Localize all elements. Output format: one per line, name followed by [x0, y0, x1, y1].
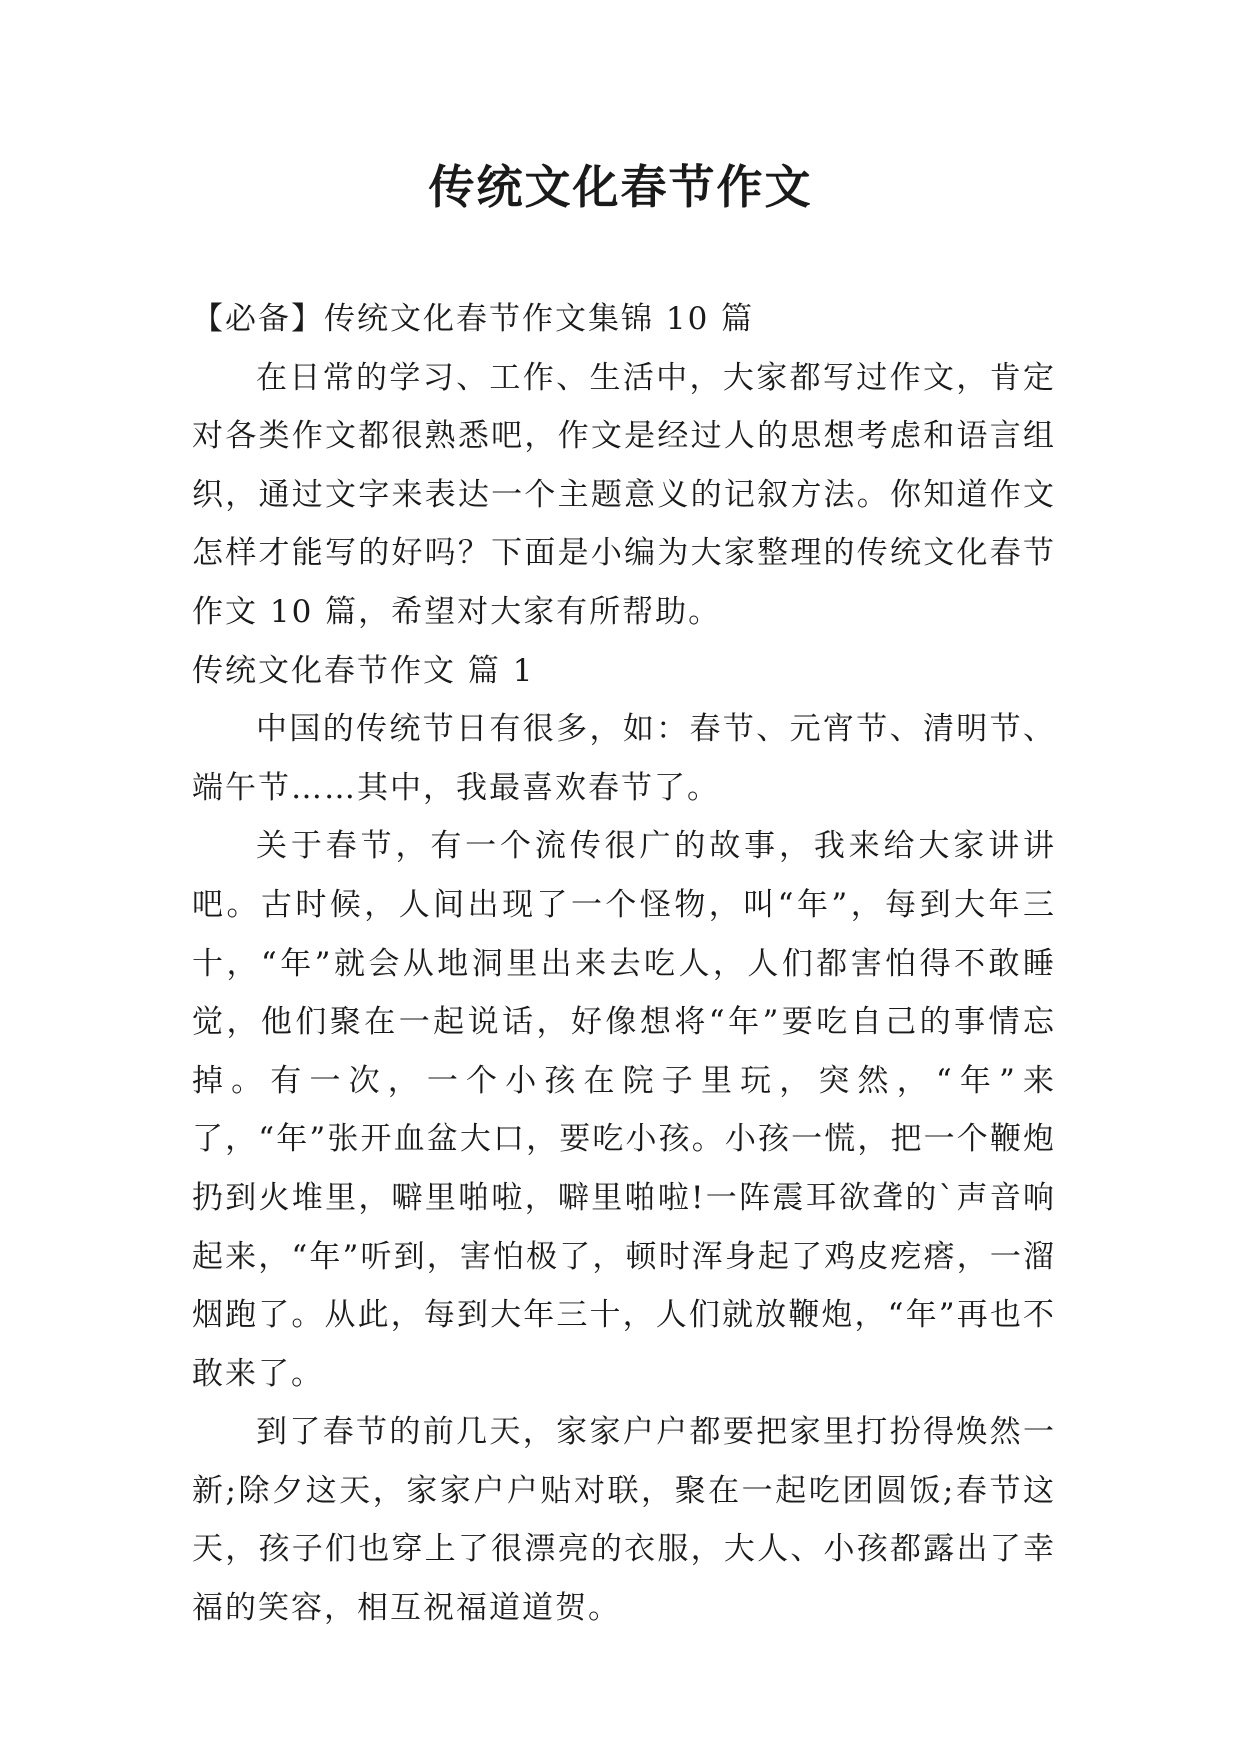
body-paragraph: 关于春节，有一个流传很广的故事，我来给大家讲讲吧。古时候，人间出现了一个怪物，叫“年”，每到大年三十，“年”就会从地洞里出来去吃人，人们都害怕得不敢睡觉，他们聚在一起说话，好像想将“年”要吃自己的事情忘掉。有一次，一个小孩在院子里玩，突然，“年”来了，“年”张开血盆大口，要吃小孩。小孩一慌，把一个鞭炮扔到火堆里，噼里啪啦，噼里啪啦!一阵震耳欲聋的`声音响起来，“年”听到，害怕极了，顿时浑身起了鸡皮疙瘩，一溜烟跑了。从此，每到大年三十，人们就放鞭炮，“年”再也不敢来了。 [192, 828, 1056, 1392]
collection-heading: 【必备】传统文化春节作文集锦 10 篇 [192, 301, 755, 337]
body-paragraph: 中国的传统节日有很多，如：春节、元宵节、清明节、端午节……其中，我最喜欢春节了。 [192, 711, 1056, 806]
document-title: 传统文化春节作文 [428, 160, 813, 214]
section-title: 传统文化春节作文 篇 1 [192, 652, 535, 689]
document-body [192, 290, 1056, 1638]
body-paragraph: 到了春节的前几天，家家户户都要把家里打扮得焕然一新;除夕这天，家家户户贴对联，聚在一起吃团圆饭;春节这天，孩子们也穿上了很漂亮的衣服，大人、小孩都露出了幸福的笑容，相互祝福道道贺。 [192, 1414, 1056, 1627]
intro-paragraph: 在日常的学习、工作、生活中，大家都写过作文，肯定对各类作文都很熟悉吧，作文是经过人的思想考虑和语言组织，通过文字来表达一个主题意义的记叙方法。你知道作文怎样才能写的好吗？下面是小编为大家整理的传统文化春节作文 10 篇，希望对大家有所帮助。 [192, 359, 1056, 630]
